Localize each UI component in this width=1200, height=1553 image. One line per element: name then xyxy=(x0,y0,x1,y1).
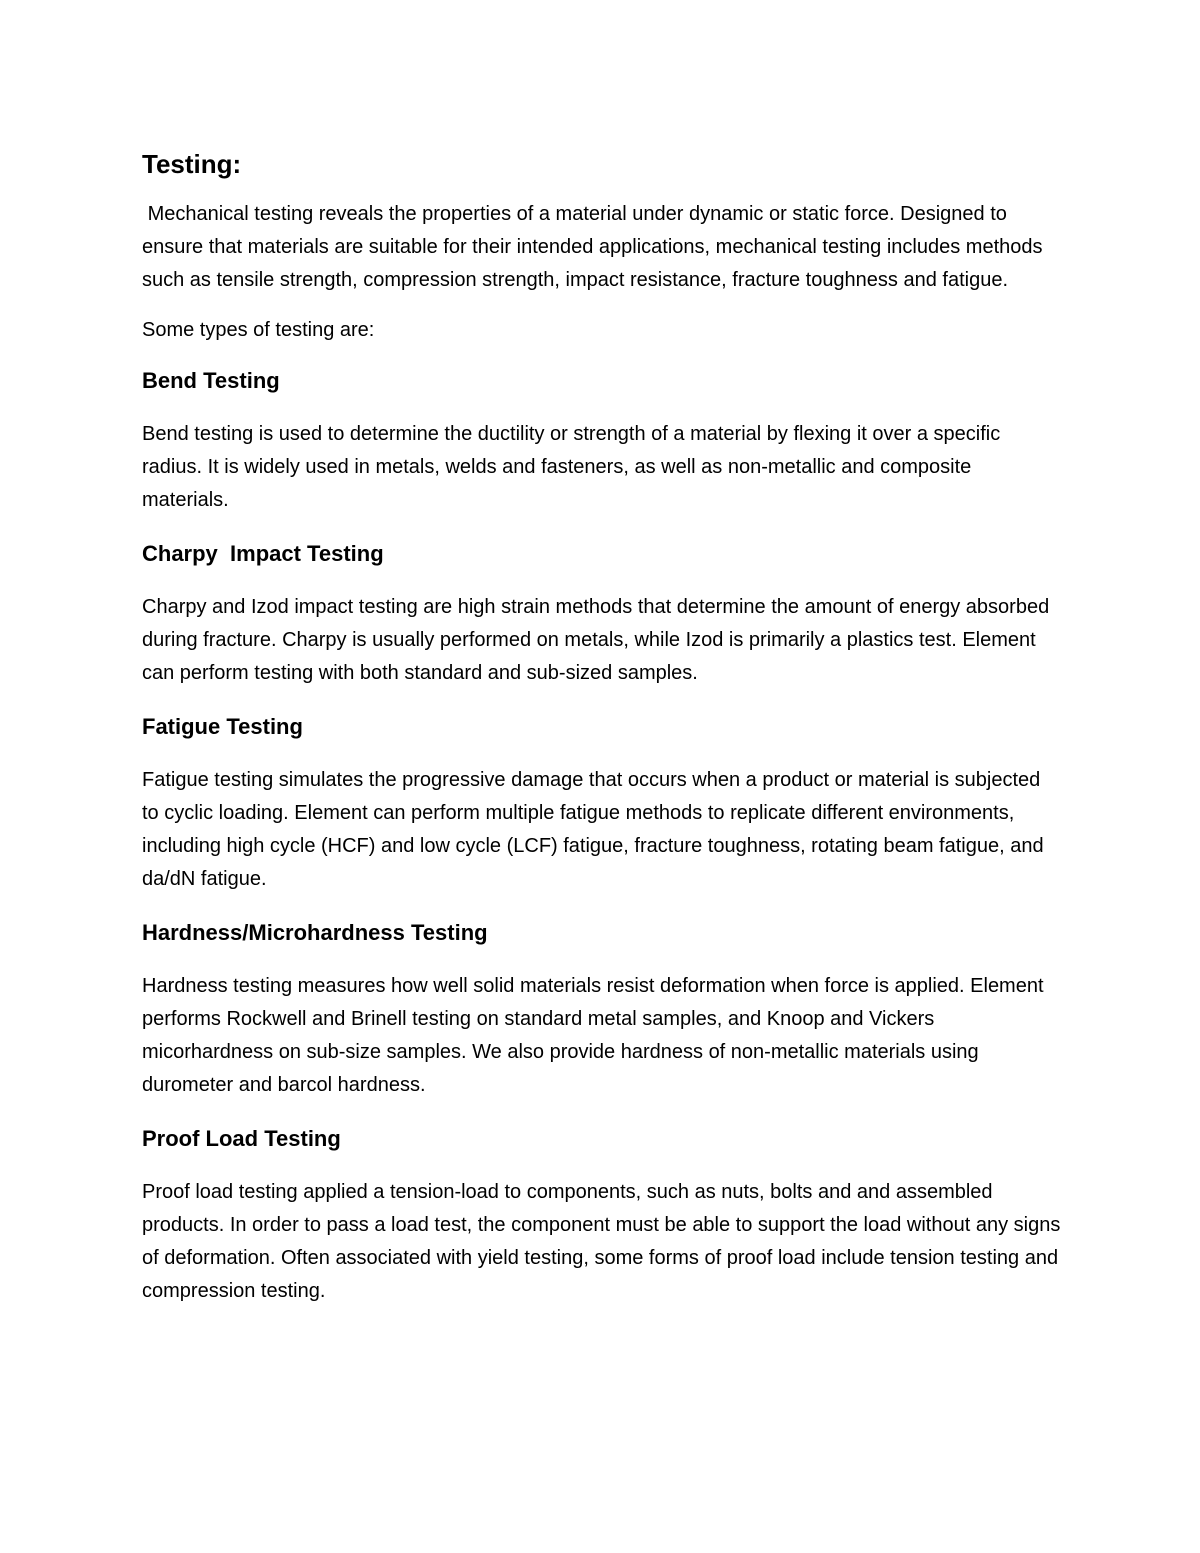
document-title: Testing: xyxy=(142,149,242,179)
section-body-bend: Bend testing is used to determine the ductility or strength of a material by flexing it over a specific radius. It is widely used in metals, welds and fasteners, as well as non-metallic and composite materials. xyxy=(142,423,1001,511)
section-heading-fatigue: Fatigue Testing xyxy=(142,714,303,739)
section-heading-bend: Bend Testing xyxy=(142,368,280,393)
section-heading-hardness: Hardness/Microhardness Testing xyxy=(142,920,488,945)
section-body-charpy: Charpy and Izod impact testing are high strain methods that determine the amount of energy absorbed during fracture. Charpy is usually performed on metals, while Izod is primarily a plastics test. Element can perform testing with both standard and sub-sized samples. xyxy=(142,596,1050,684)
intro-paragraph: Mechanical testing reveals the properties of a material under dynamic or static force. Designed to ensure that materials are suitable for their intended applications, mechanical testing includes methods such as tensile strength, compression strength, impact resistance, fracture toughness and fatigue. xyxy=(142,203,1049,291)
lead-paragraph: Some types of testing are: xyxy=(142,319,375,341)
section-heading-charpy: Charpy Impact Testing xyxy=(142,541,384,566)
section-body-fatigue: Fatigue testing simulates the progressive damage that occurs when a product or material is subjected to cyclic loading. Element can perform multiple fatigue methods to replicate different environments, including high cycle (HCF) and low cycle (LCF) fatigue, fracture toughness, rotating beam fatigue, and da/dN fatigue. xyxy=(142,769,1044,890)
document-page xyxy=(142,140,1062,1327)
section-body-hardness: Hardness testing measures how well solid materials resist deformation when force is applied. Element performs Rockwell and Brinell testing on standard metal samples, and Knoop and Vickers micorhardness on sub-size samples. We also provide hardness of non-metallic materials using durometer and barcol hardness. xyxy=(142,975,1044,1096)
section-body-proof-load: Proof load testing applied a tension-load to components, such as nuts, bolts and and assembled products. In order to pass a load test, the component must be able to support the load without any signs of deformation. Often associated with yield testing, some forms of proof load include tension testing and compression testing. xyxy=(142,1181,1061,1302)
section-heading-proof-load: Proof Load Testing xyxy=(142,1126,341,1151)
